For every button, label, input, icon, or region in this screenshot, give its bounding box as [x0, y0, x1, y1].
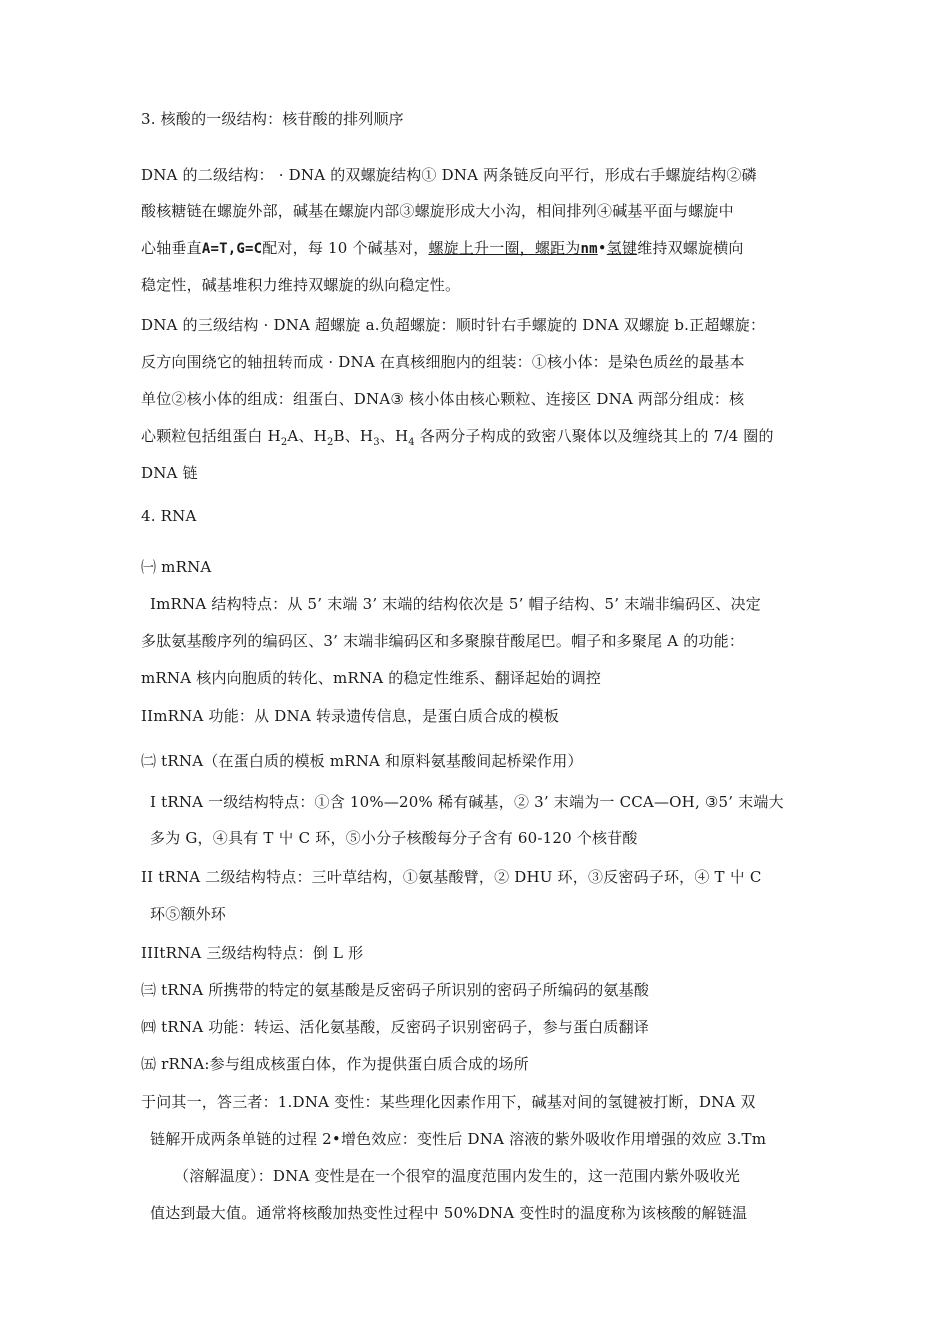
paragraph-line: 反方向围绕它的轴扭转而成 · DNA 在真核细胞内的组装：①核小体：是染色质丝的最基本	[141, 353, 745, 371]
list-item: ㈤ rRNA:参与组成核蛋白体，作为提供蛋白质合成的场所	[141, 1055, 529, 1073]
subscript: 2	[280, 437, 288, 448]
paragraph-line: 环⑤额外环	[150, 905, 227, 923]
paragraph-line: IIItRNA 三级结构特点：倒 L 形	[141, 944, 364, 962]
paragraph-line: DNA 的三级结构 · DNA 超螺旋 a.负超螺旋：顺时针右手螺旋的 DNA 双螺旋 b.正超螺旋：	[141, 316, 766, 334]
paragraph-line: I tRNA 一级结构特点：①含 10%—20% 稀有碱基，② 3’ 末端为一 CCA—OH, ③5’ 末端大	[150, 793, 784, 811]
text-span: •	[597, 239, 607, 257]
heading-primary-structure: 3. 核酸的一级结构：核苷酸的排列顺序	[141, 110, 404, 128]
underlined-text: 氢键	[606, 239, 638, 257]
paragraph-line: mRNA 核内向胞质的转化、mRNA 的稳定性维系、翻译起始的调控	[141, 669, 602, 687]
paragraph-line: 稳定性，碱基堆积力维持双螺旋的纵向稳定性。	[141, 276, 461, 294]
subheading-trna: ㈡ tRNA（在蛋白质的模板 mRNA 和原料氨基酸间起桥梁作用）	[141, 752, 583, 770]
subscript: 3	[373, 437, 380, 448]
paragraph-line: 多肽氨基酸序列的编码区、3’ 末端非编码区和多聚腺苷酸尾巴。帽子和多聚尾 A 的功能：	[141, 632, 745, 650]
text-span: 维持双螺旋横向	[637, 239, 744, 257]
paragraph-line: DNA 的二级结构： · DNA 的双螺旋结构① DNA 两条链反向平行，形成右手螺旋结构②磷	[141, 166, 757, 184]
paragraph-line: 于问其一，答三者：1.DNA 变性：某些理化因素作用下，碱基对间的氢键被打断，DNA 双	[141, 1093, 756, 1111]
subheading-mrna: ㈠ mRNA	[141, 558, 212, 576]
text-span: 配对，每 10 个碱基对，	[262, 239, 429, 257]
text-span: 各两分子构成的致密八聚体以及缠绕其上的 7/4 圈的	[414, 427, 774, 445]
text-span: 心轴垂直	[141, 239, 202, 257]
paragraph-line: （溶解温度）：DNA 变性是在一个很窄的温度范围内发生的，这一范围内紫外吸收光	[174, 1167, 741, 1185]
heading-rna: 4. RNA	[141, 507, 197, 525]
paragraph-line: DNA 链	[141, 464, 198, 482]
text-span: A=T,G=C	[201, 241, 263, 257]
subscript: 2	[326, 437, 334, 448]
list-item: ㈣ tRNA 功能：转运、活化氨基酸，反密码子识别密码子，参与蛋白质翻译	[141, 1018, 650, 1036]
text-span: B、H	[333, 427, 374, 445]
text-span: 心颗粒包括组蛋白 H	[141, 427, 281, 445]
paragraph-line: IImRNA 功能：从 DNA 转录遗传信息，是蛋白质合成的模板	[141, 707, 560, 725]
paragraph-line: 链解开成两条单链的过程 2•增色效应：变性后 DNA 溶液的紫外吸收作用增强的效应 3.Tm	[150, 1130, 767, 1148]
paragraph-line: ⅠmRNA 结构特点：从 5’ 末端 3’ 末端的结构依次是 5’ 帽子结构、5’ 末端非编码区、决定	[150, 595, 761, 613]
paragraph-line	[141, 237, 821, 260]
paragraph-line: 多为 G，④具有 T 屮 C 环，⑤小分子核酸每分子含有 60-120 个核苷酸	[150, 829, 638, 847]
underlined-text: 螺旋上升一圈，螺距为	[428, 239, 581, 257]
paragraph-line: 值达到最大值。通常将核酸加热变性过程中 50%DNA 变性时的温度称为该核酸的解链温	[150, 1204, 748, 1222]
paragraph-line	[141, 425, 821, 447]
paragraph-line: 酸核糖链在螺旋外部，碱基在螺旋内部③螺旋形成大小沟，相间排列④碱基平面与螺旋中	[141, 202, 734, 220]
text-span: A、H	[287, 427, 327, 445]
paragraph-line: 单位②核小体的组成：组蛋白、DNA③ 核小体由核心颗粒、连接区 DNA 两部分组成：核	[141, 390, 745, 408]
list-item: ㈢ tRNA 所携带的特定的氨基酸是反密码子所识别的密码子所编码的氨基酸	[141, 981, 650, 999]
text-span: 、H	[379, 427, 409, 445]
underlined-text: nm	[580, 241, 598, 257]
subscript: 4	[408, 437, 415, 448]
paragraph-line: II tRNA 二级结构特点：三叶草结构，①氨基酸臂，② DHU 环，③反密码子环，④ T 屮 C	[141, 868, 762, 886]
